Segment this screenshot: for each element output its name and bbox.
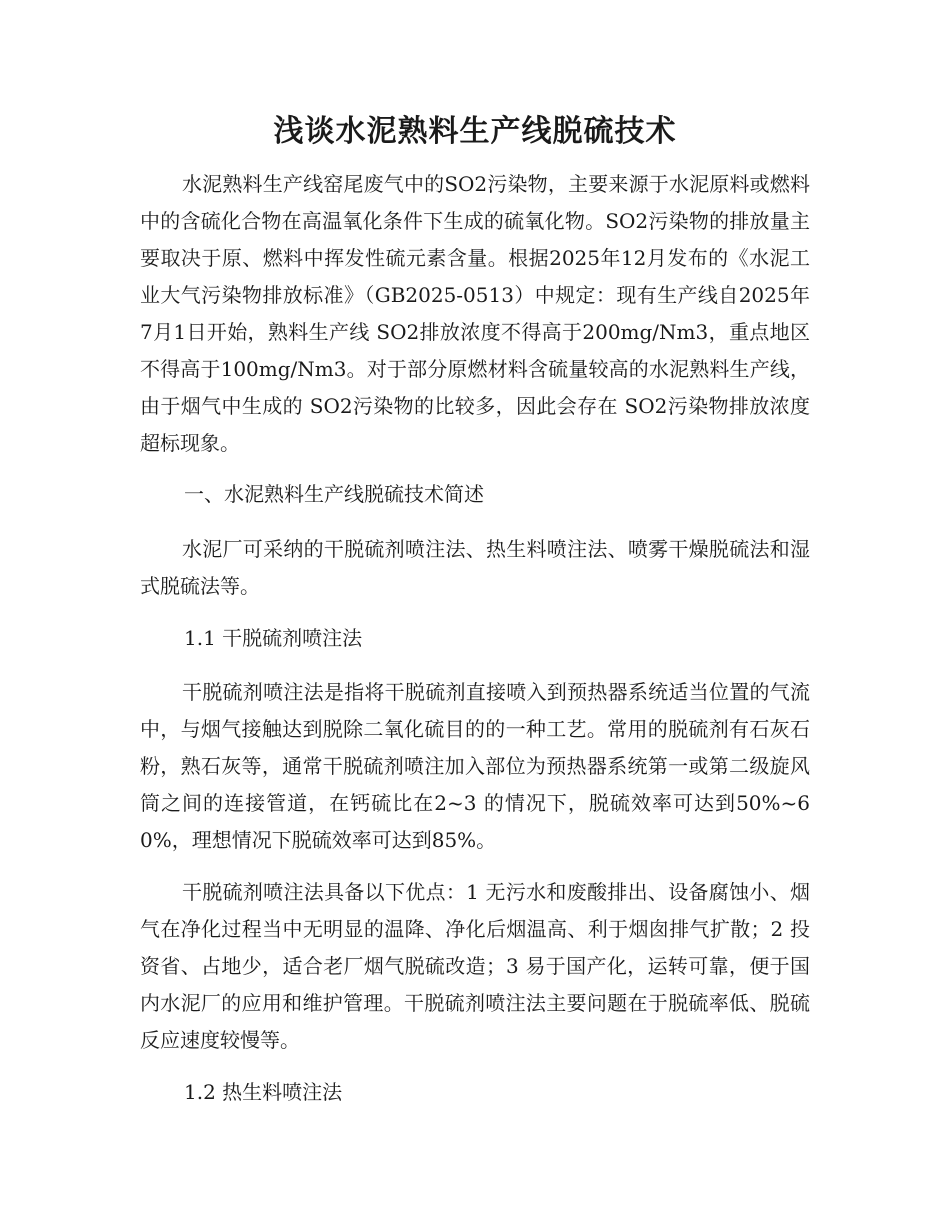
paragraph-methods-overview: 水泥厂可采纳的干脱硫剂喷注法、热生料喷注法、喷雾干燥脱硫法和湿式脱硫法等。	[140, 537, 810, 598]
paragraph-dry-injection: 干脱硫剂喷注法是指将干脱硫剂直接喷入到预热器系统适当位置的气流中，与烟气接触达到脱除二氧化硫目的的一种工艺。常用的脱硫剂有石灰石粉，熟石灰等，通常干脱硫剂喷注加入部位为预热器系统第一或第二级旋风筒之间的连接管道，在钙硫比在2~3 的情况下，脱硫效率可达到50%~60%，理想情况下脱硫效率可达到85%。	[140, 680, 810, 852]
paragraph-intro: 水泥熟料生产线窑尾废气中的SO2污染物，主要来源于水泥原料或燃料中的含硫化合物在高温氧化条件下生成的硫氧化物。SO2污染物的排放量主要取决于原、燃料中挥发性硫元素含量。根据2025年12月发布的《水泥工业大气污染物排放标准》（GB2025-0513）中规定：现有生产线自2025年7月1日开始，熟料生产线 SO2排放浓度不得高于200mg/Nm3，重点地区不得高于100mg/Nm3。对于部分原燃材料含硫量较高的水泥熟料生产线，由于烟气中生成的 SO2污染物的比较多，因此会存在 SO2污染物排放浓度超标现象。	[140, 172, 810, 455]
subsection-heading-1-1: 1.1 干脱硫剂喷注法	[184, 626, 363, 650]
paragraph-dry-injection-advantages: 干脱硫剂喷注法具备以下优点：1 无污水和废酸排出、设备腐蚀小、烟气在净化过程当中无明显的温降、净化后烟温高、利于烟囱排气扩散；2 投资省、占地少，适合老厂烟气脱硫改造；3 易于国产化，运转可靠，便于国内水泥厂的应用和维护管理。干脱硫剂喷注法主要问题在于脱硫率低、脱硫反应速度较慢等。	[140, 880, 810, 1052]
section-heading-1: 一、水泥熟料生产线脱硫技术简述	[184, 482, 484, 506]
subsection-heading-1-2: 1.2 热生料喷注法	[184, 1080, 343, 1104]
document-title: 浅谈水泥熟料生产线脱硫技术	[273, 114, 677, 149]
